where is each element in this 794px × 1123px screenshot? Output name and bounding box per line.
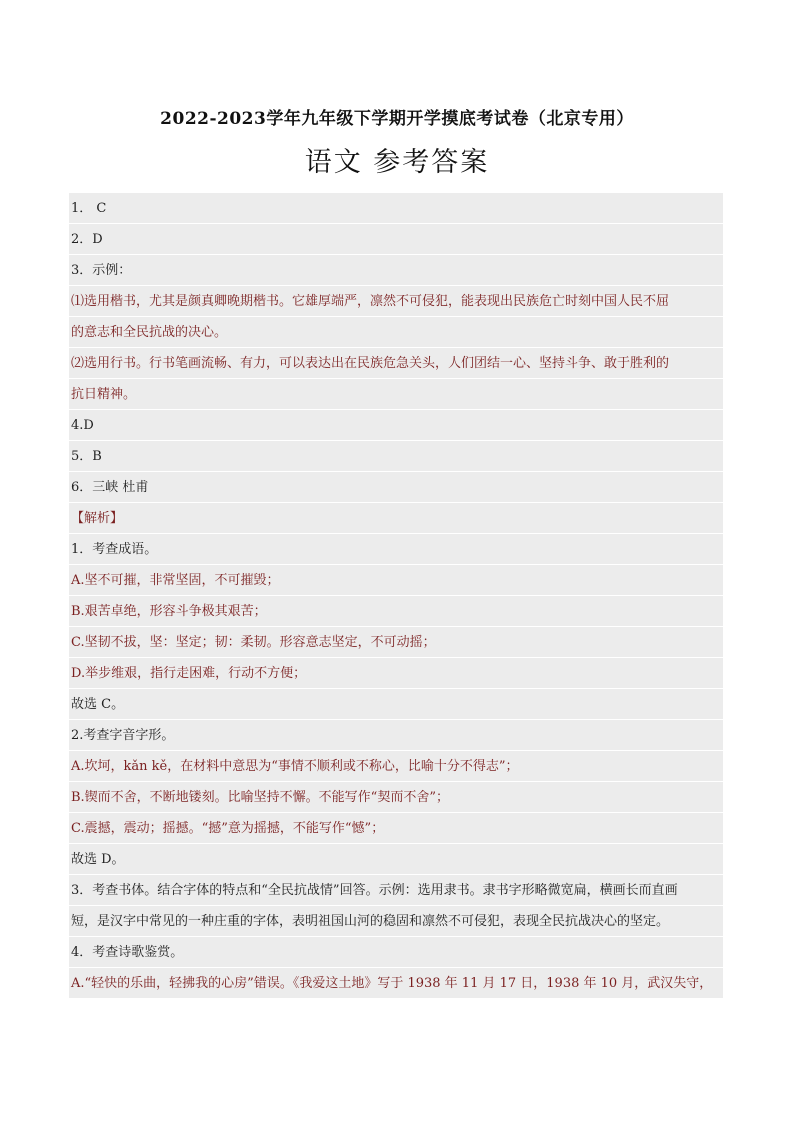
explanation-line: D.举步维艰，指行走困难，行动不方便； — [69, 658, 723, 689]
explanation-line: C.震撼，震动；摇撼。“撼”意为摇撼，不能写作“憾”； — [69, 813, 723, 844]
answer-content — [69, 193, 723, 999]
explanation-line: B.艰苦卓绝，形容斗争极其艰苦； — [69, 596, 723, 627]
explanation-line: 1．考查成语。 — [69, 534, 723, 565]
answer-line: 6．三峡 杜甫 — [69, 472, 723, 503]
answer-line: ⑴选用楷书，尤其是颜真卿晚期楷书。它雄厚端严，凛然不可侵犯，能表现出民族危亡时刻中国人民不屈 — [69, 286, 723, 317]
answer-line: 4.D — [69, 410, 723, 441]
explanation-line: A.坎坷，kǎn kě，在材料中意思为“事情不顺利或不称心，比喻十分不得志”； — [69, 751, 723, 782]
explanation-line: 故选 C。 — [69, 689, 723, 720]
explanation-line: 4．考查诗歌鉴赏。 — [69, 937, 723, 968]
explanation-line: 3．考查书体。结合字体的特点和“全民抗战情”回答。示例：选用隶书。隶书字形略微宽扁，横画长而直画 — [69, 875, 723, 906]
answer-line: 1． C — [69, 193, 723, 224]
explanation-line: B.锲而不舍，不断地镂刻。比喻坚持不懈。不能写作“契而不舍”； — [69, 782, 723, 813]
answer-key-title: 语文 参考答案 — [304, 147, 490, 178]
analysis-heading: 【解析】 — [69, 503, 723, 534]
answer-line: ⑵选用行书。行书笔画流畅、有力，可以表达出在民族危急关头，人们团结一心、坚持斗争、敢于胜利的 — [69, 348, 723, 379]
exam-title: 2022-2023学年九年级下学期开学摸底考试卷（北京专用） — [160, 109, 634, 129]
answer-line: 的意志和全民抗战的决心。 — [69, 317, 723, 348]
explanation-line: 短，是汉字中常见的一种庄重的字体，表明祖国山河的稳固和凛然不可侵犯，表现全民抗战决心的坚定。 — [69, 906, 723, 937]
answer-line: 抗日精神。 — [69, 379, 723, 410]
explanation-line: 故选 D。 — [69, 844, 723, 875]
explanation-line: A.坚不可摧，非常坚固，不可摧毁； — [69, 565, 723, 596]
explanation-line: A.“轻快的乐曲，轻拂我的心房”错误。《我爱这土地》写于 1938 年 11 月 17 日，1938 年 10 月，武汉失守， — [69, 968, 723, 999]
explanation-line: C.坚韧不拔，坚：坚定；韧：柔韧。形容意志坚定，不可动摇； — [69, 627, 723, 658]
answer-line: 3．示例： — [69, 255, 723, 286]
answer-line: 2．D — [69, 224, 723, 255]
explanation-line: 2.考查字音字形。 — [69, 720, 723, 751]
answer-line: 5．B — [69, 441, 723, 472]
